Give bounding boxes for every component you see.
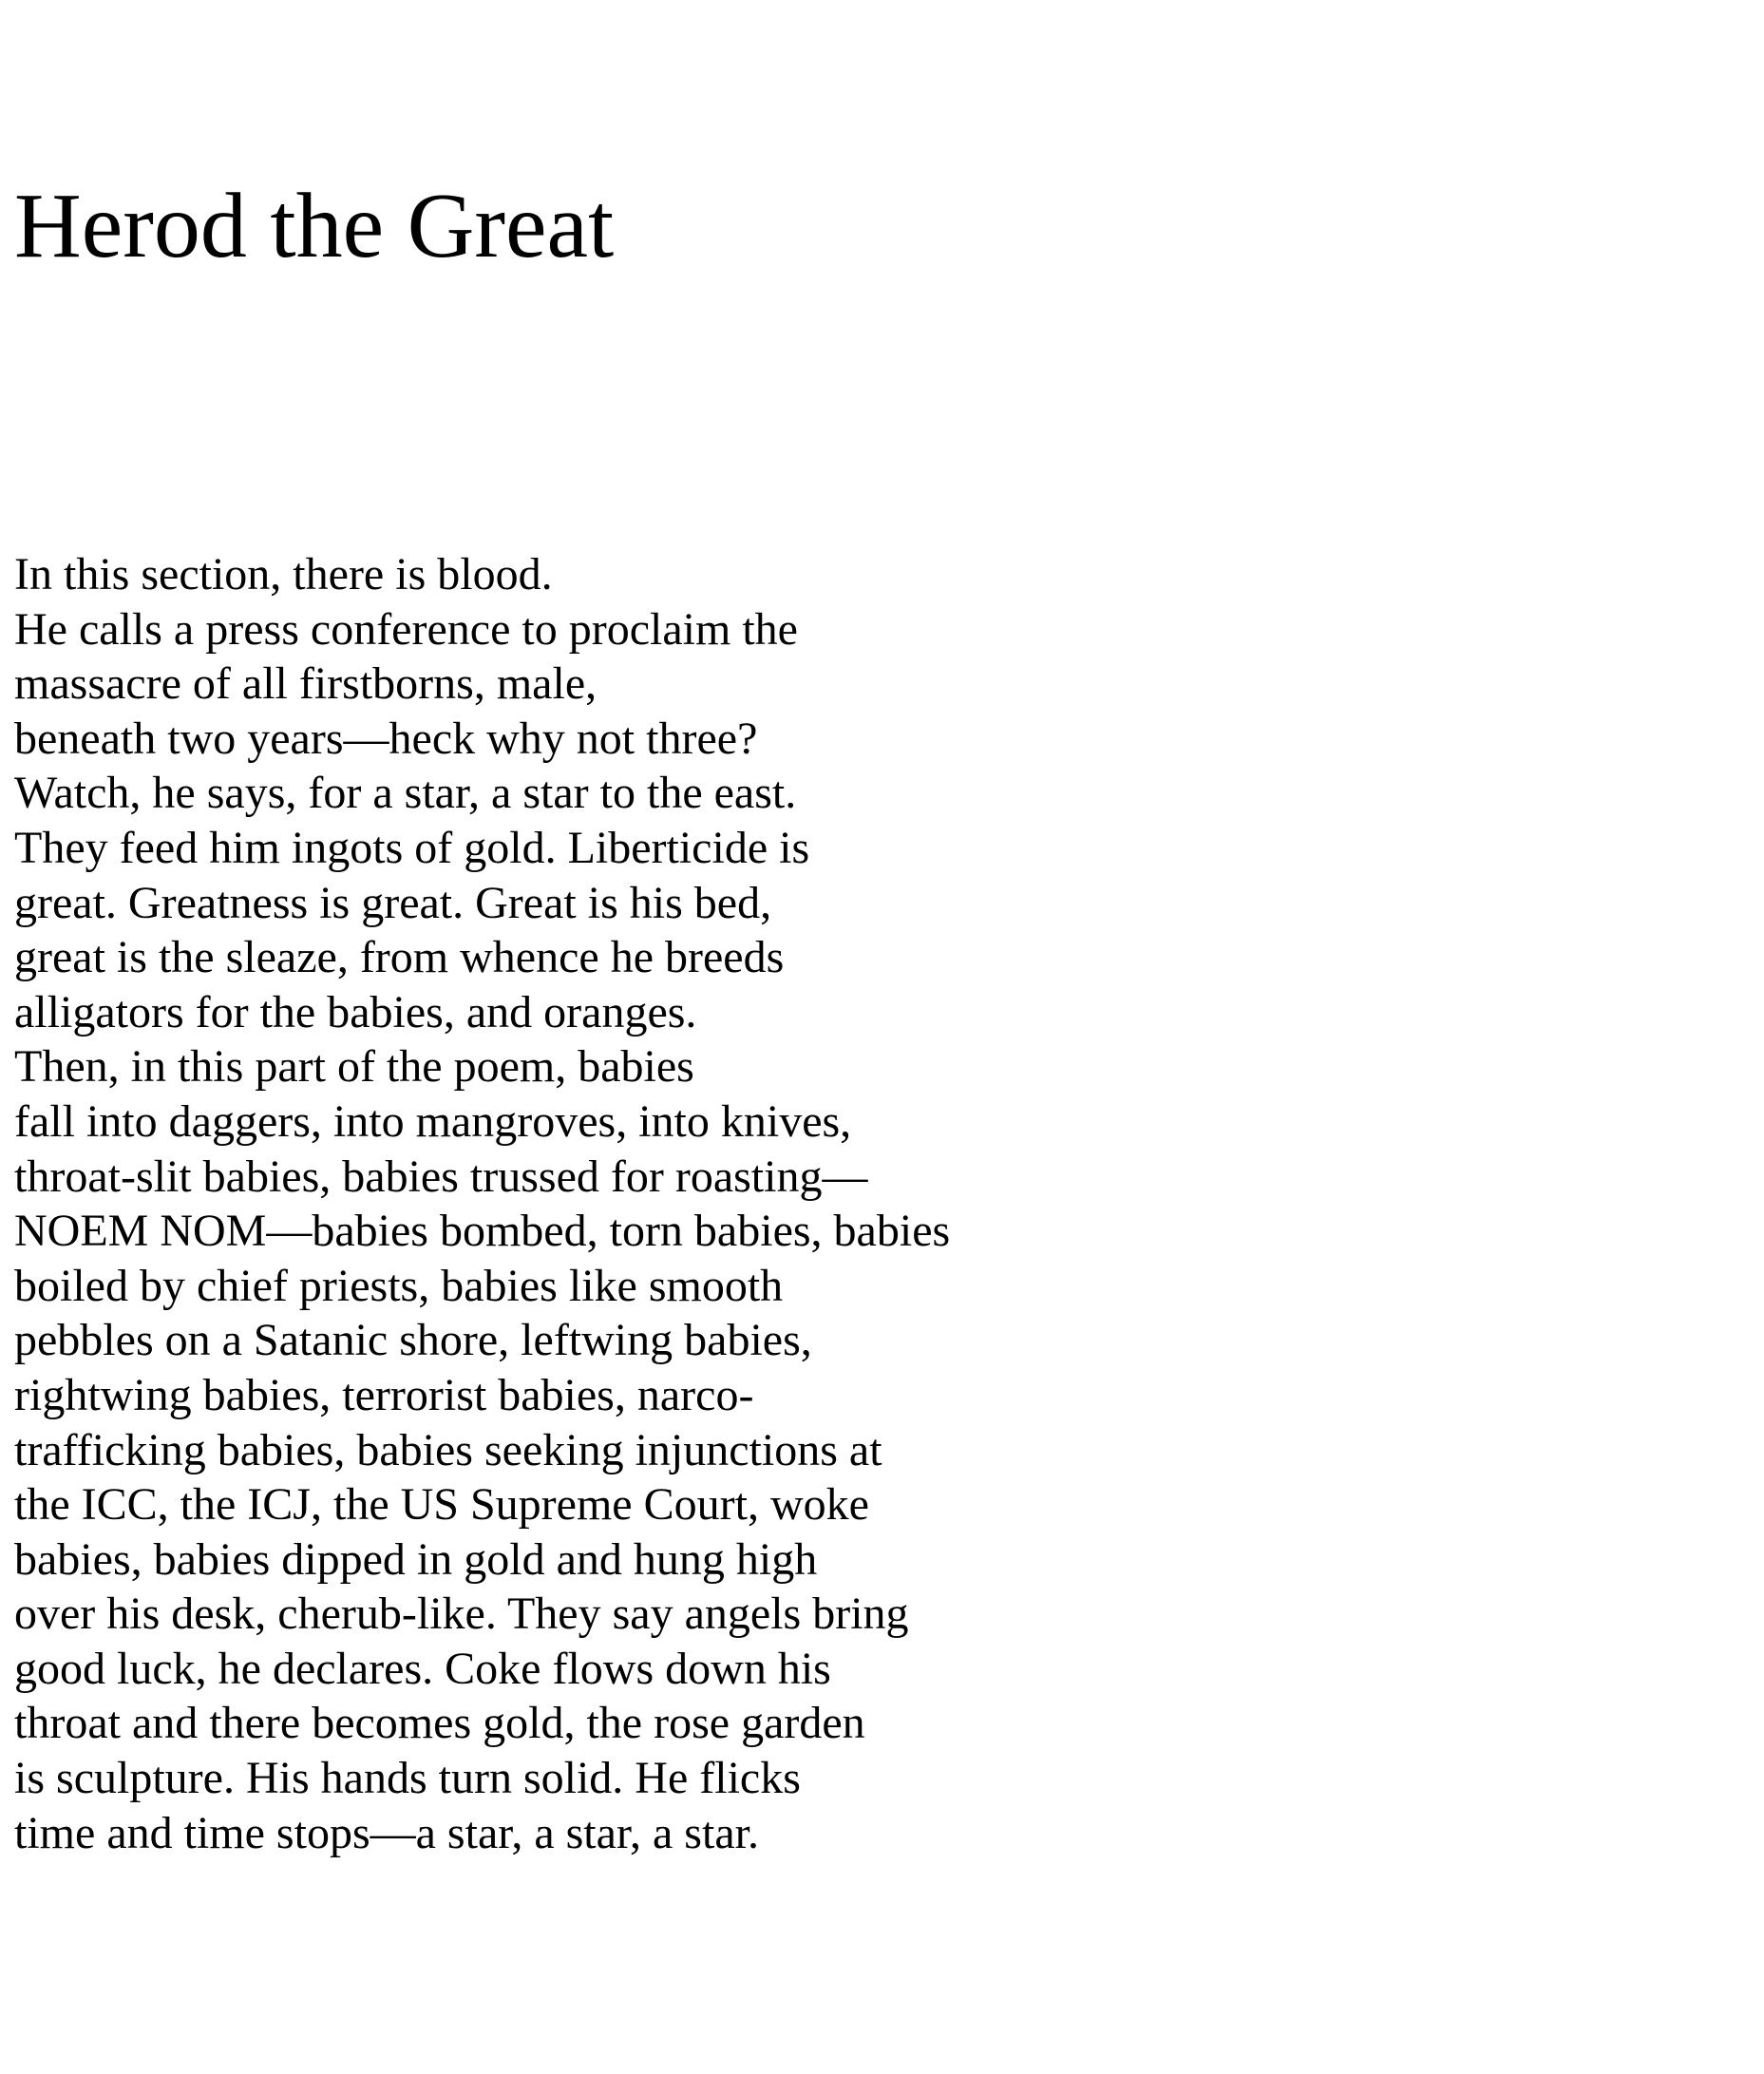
poem-line: Then, in this part of the poem, babies [14,1041,694,1093]
poem-line: trafficking babies, babies seeking injunctions at [14,1424,882,1475]
poem-line: rightwing babies, terrorist babies, narco- [14,1369,754,1420]
poem-line: babies, babies dipped in gold and hung high [14,1533,818,1585]
poem-line: massacre of all firstborns, male, [14,658,597,710]
poem-line: boiled by chief priests, babies like smooth [14,1260,784,1311]
poem-line: Watch, he says, for a star, a star to the east. [14,768,797,819]
poem-line: In this section, there is blood. [14,549,553,599]
poem-line: great. Greatness is great. Great is his bed, [14,877,772,928]
poem-line: is sculpture. His hands turn solid. He flicks [14,1753,801,1804]
poem-line: alligators for the babies, and oranges. [14,986,697,1037]
poem-line: good luck, he declares. Coke flows down his [14,1643,831,1694]
poem-line: over his desk, cherub-like. They say angels bring [14,1589,909,1640]
poem-line: NOEM NOM—babies bombed, torn babies, babies [14,1206,951,1257]
poem-line: He calls a press conference to proclaim the [14,603,798,655]
poem-line: fall into daggers, into mangroves, into knives, [14,1095,852,1147]
poem-line: They feed him ingots of gold. Liberticide is [14,822,810,873]
poem-line: the ICC, the ICJ, the US Supreme Court, woke [14,1479,869,1531]
poem-line: throat-slit babies, babies trussed for roasting— [14,1151,868,1202]
poem-line: throat and there becomes gold, the rose garden [14,1698,865,1749]
poem-line: beneath two years—heck why not three? [14,713,758,764]
poem-line: time and time stops—a star, a star, a star. [14,1807,759,1858]
poem-line: great is the sleaze, from whence he breeds [14,932,785,983]
poem-line: pebbles on a Satanic shore, leftwing babies, [14,1315,812,1366]
poem-title: Herod the Great [14,175,615,277]
poem-body [14,547,950,1860]
